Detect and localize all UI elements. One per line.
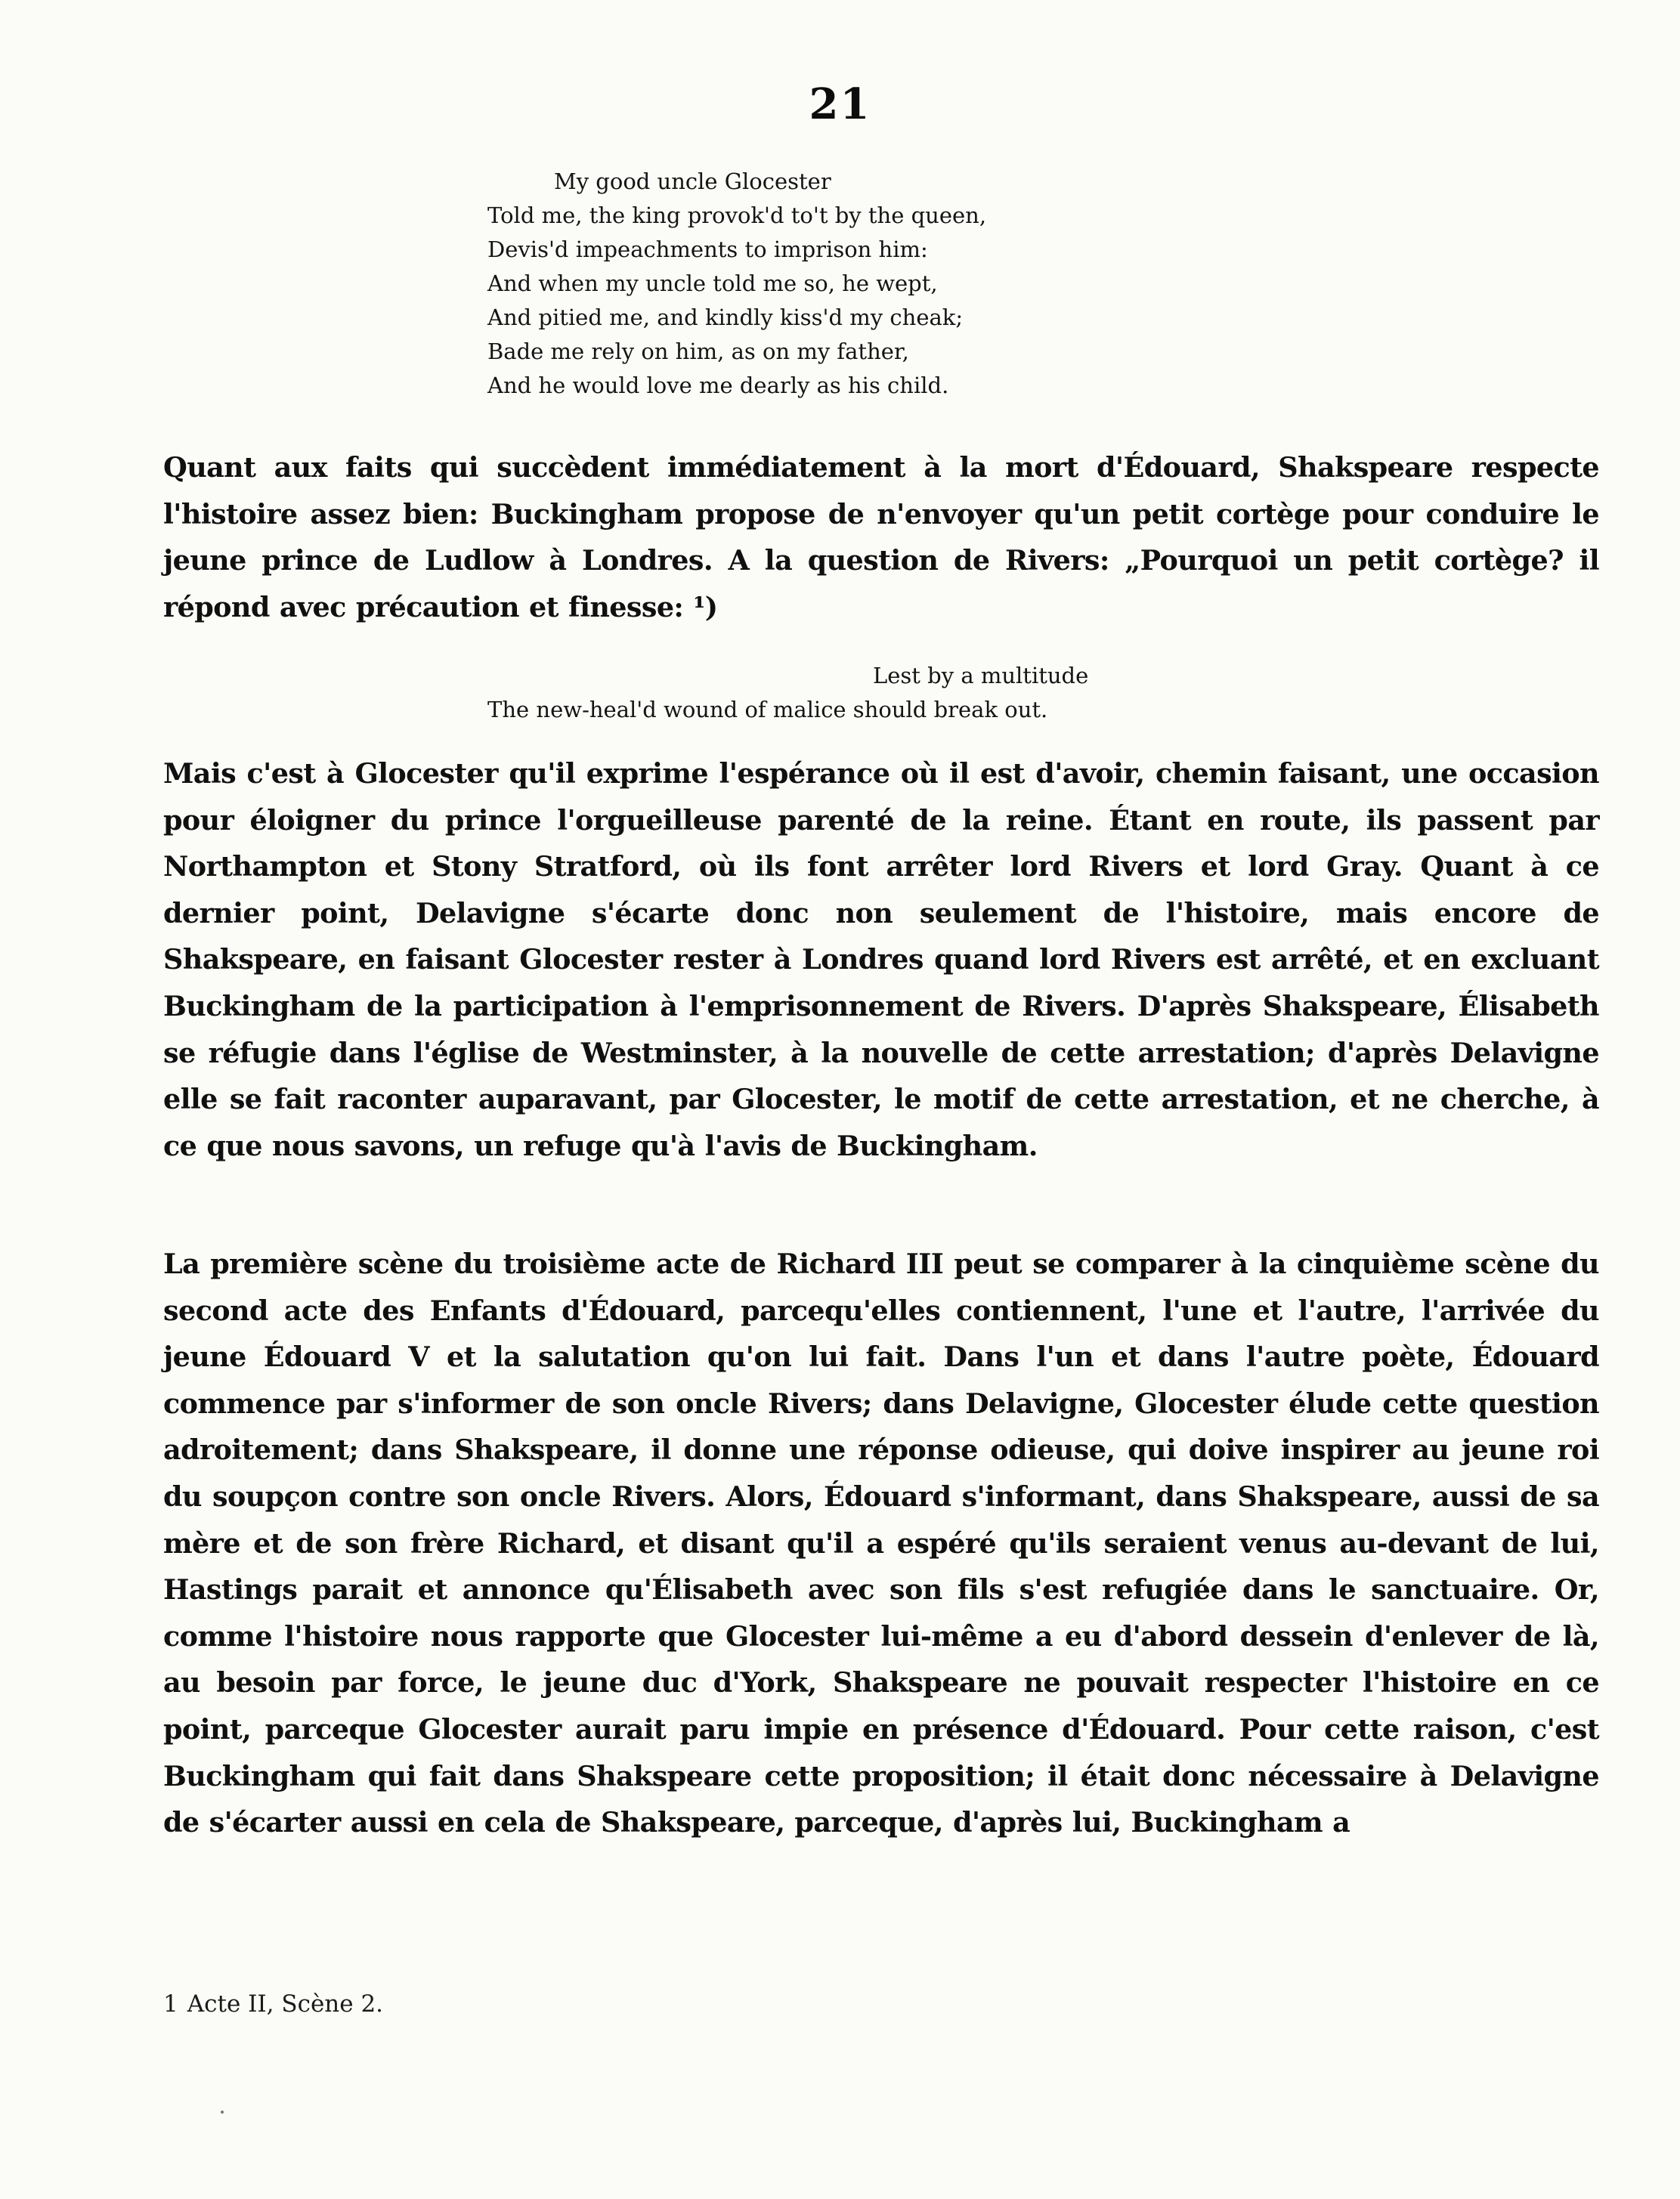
verse-quote-2 xyxy=(487,659,1187,727)
verse-quote-1 xyxy=(487,165,986,403)
verse-line: Devis'd impeachments to imprison him: xyxy=(487,237,928,262)
footnote xyxy=(163,1990,383,2018)
paragraph-3: La première scène du troisième acte de Richard III peut se comparer à la cinquième scène du second acte des Enfants d'Édouard, parcequ'elles contiennent, l'une et l'autre, l'arrivée du jeune Édouard V et la salutation qu'on lui fait. Dans l'un et dans l'autre poète, Édouard commence par s'informer de son oncle Rivers; dans Delavigne, Glocester élude cette question adroitement; dans Shakspeare, il donne une réponse odieuse, qui doive inspirer au jeune roi du soupçon contre son oncle Rivers. Alors, Édouard s'informant, dans Shakspeare, aussi de sa mère et de son frère Richard, et disant qu'il a espéré qu'ils seraient venus au-devant de lui, Hastings parait et annonce qu'Élisabeth avec son fils s'est refugiée dans le sanctuaire. Or, comme l'histoire nous rapporte que Glocester lui-même a eu d'abord dessein d'enlever de là, au besoin par force, le jeune duc d'York, Shakspeare ne pouvait respecter l'histoire en ce point, parceque Glocester aurait paru impie en présence d'Édouard. Pour cette raison, c'est Buckingham qui fait dans Shakspeare cette proposition; il était donc nécessaire à Delavigne de s'écarter aussi en cela de Shakspeare, parceque, d'après lui, Buckingham a xyxy=(163,1248,1599,1839)
verse-line: My good uncle Glocester xyxy=(554,169,831,194)
page-number: 21 xyxy=(809,79,871,129)
footnote-marker: 1 xyxy=(163,1990,178,2018)
paper-speck xyxy=(221,2111,224,2114)
paragraph-2: Mais c'est à Glocester qu'il exprime l'espérance où il est d'avoir, chemin faisant, une occasion pour éloigner du prince l'orgueilleuse parenté de la reine. Étant en route, ils passent par Northampton et Stony Stratford, où ils font arrêter lord Rivers et lord Gray. Quant à ce dernier point, Delavigne s'écarte donc non seulement de l'histoire, mais encore de Shakspeare, en faisant Glocester rester à Londres quand lord Rivers est arrêté, et en excluant Buckingham de la participation à l'emprisonnement de Rivers. D'après Shakspeare, Élisabeth se réfugie dans l'église de Westminster, à la nouvelle de cette arrestation; d'après Delavigne elle se fait raconter auparavant, par Glocester, le motif de cette arrestation, et ne cherche, à ce que nous savons, un refuge qu'à l'avis de Buckingham. xyxy=(163,757,1599,1162)
verse-line: And he would love me dearly as his child. xyxy=(487,373,949,398)
verse-line: Bade me rely on him, as on my father, xyxy=(487,339,909,364)
footnote-text: Acte II, Scène 2. xyxy=(187,1990,384,2018)
verse-line: And when my uncle told me so, he wept, xyxy=(487,271,938,296)
verse-line: The new-heal'd wound of malice should break out. xyxy=(487,697,1048,722)
verse-line: Lest by a multitude xyxy=(873,663,1089,688)
verse-line: And pitied me, and kindly kiss'd my cheak; xyxy=(487,305,964,330)
paragraph-1: Quant aux faits qui succèdent immédiatement à la mort d'Édouard, Shakspeare respecte l'histoire assez bien: Buckingham propose de n'envoyer qu'un petit cortège pour conduire le jeune prince de Ludlow à Londres. A la question de Rivers: „Pourquoi un petit cortège? il répond avec précaution et finesse: ¹) xyxy=(163,451,1599,623)
verse-line: Told me, the king provok'd to't by the queen, xyxy=(487,203,987,228)
